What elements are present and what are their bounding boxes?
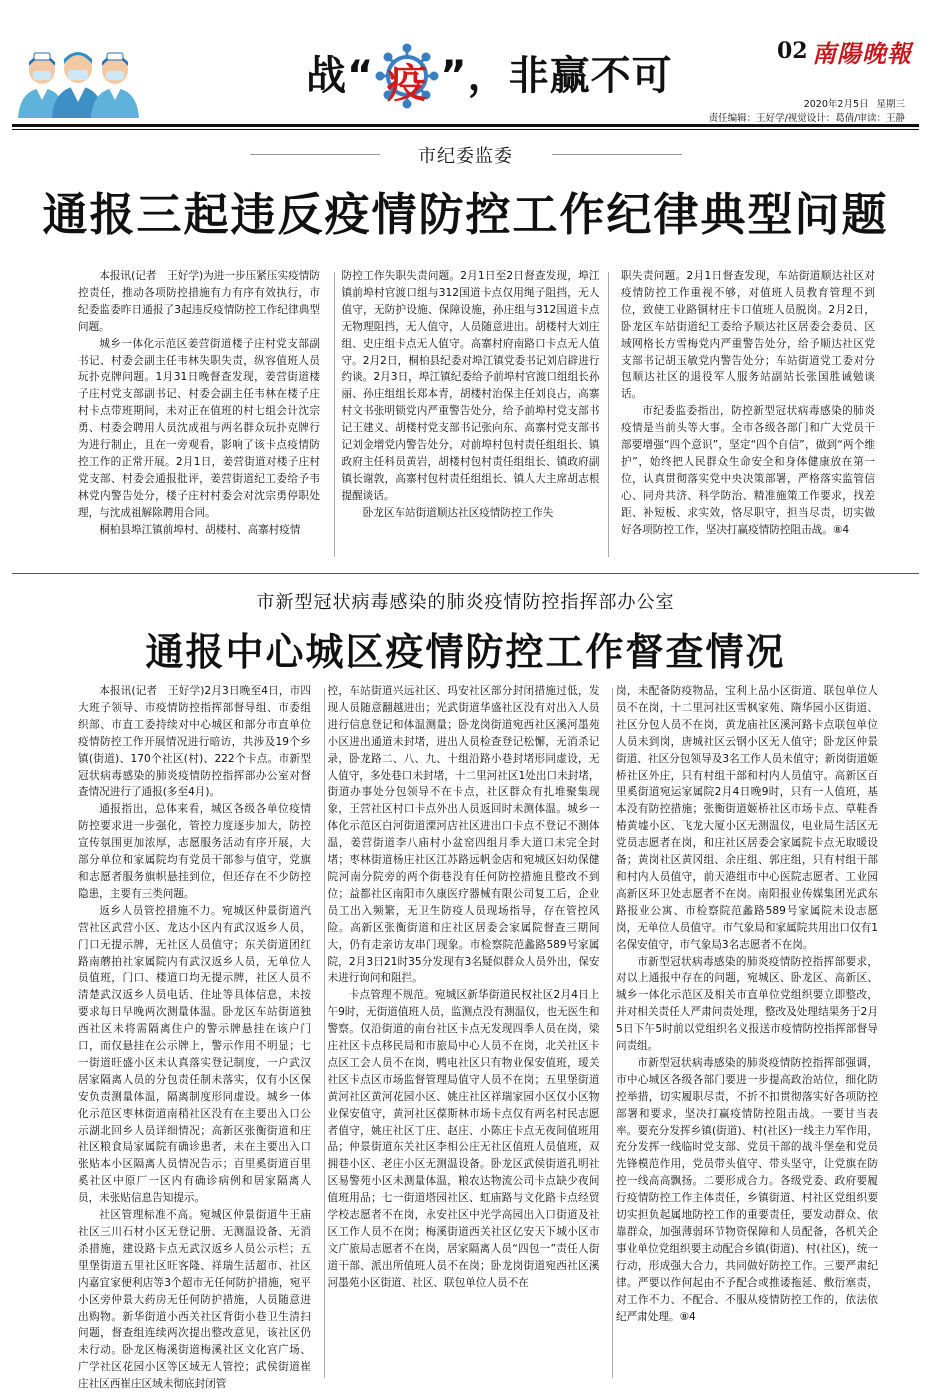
article-discipline-report [0, 142, 931, 572]
slogan-virus-badge [376, 48, 438, 108]
article1-headline: 通报三起违反疫情防控工作纪律典型问题 [42, 188, 889, 241]
column-divider [608, 272, 609, 557]
kicker-rule-right [552, 154, 682, 155]
article1-col3-para: 职失责问题。2月1日督查发现，车站街道顺达社区对疫情防控工作重视不够，对值班人员教育管理不到位，致使工业路铜材庄卡口值班人员脱岗。2月2日，卧龙区车站街道纪工委给予顺达社区居委会委员、区域网格长方雪梅党内严重警告处分，给予顺达社区党支部书记胡玉敏党内警告处分；车站街道党工委对分包顺达社区的退役军人服务站副站长张国胜诫勉谈话。 [621, 270, 875, 401]
issue-date-line [796, 96, 905, 110]
article2-headline: 通报中心城区疫情防控工作督查情况 [145, 630, 786, 674]
article2-kicker: 市新型冠状病毒感染的肺炎疫情防控指挥部办公室 [256, 592, 675, 613]
issue-date: 2020年2月5日 [803, 99, 869, 110]
medical-staff-illustration-icon [14, 46, 142, 118]
masthead-divider-thin [12, 129, 919, 130]
newspaper-logo: 南陽晚報 [812, 39, 912, 68]
slogan-quote-open: “ [347, 53, 375, 99]
page-number: 02 [777, 38, 808, 64]
section-slogan [306, 44, 673, 108]
article2-col1-para: 社区管理标准不高。宛城区仲景街道牛王庙社区三川石材小区无登记册、无测温设备、无消杀措施，建设路卡点无武汉返乡人员公示栏；五里堡街道五里社区旺客隆、祥瑞生活超市、社区内嘉宜家便利店等3个超市无任何防护措施，宛平小区旁仲景大药房无任何防护措施，人员随意进出购物。新华街道小西关社区背街小巷卫生清扫问题，督查组连续两次提出整改意见，该社区仍未行动。卧龙区梅溪街道梅溪社区文化宫广场、广学社区花园小区等区域无人管控；武侯街道崔庄社区西崔庄区域未彻底封闭管 [78, 1209, 311, 1391]
article1-kicker: 市纪委监委 [418, 146, 513, 167]
article1-col3-para: 市纪委监委指出，防控新型冠状病毒感染的肺炎疫情是当前头等大事。全市各级各部门和广大党员干部要增强“四个意识”，坚定“四个自信”，做到“两个维护”，始终把人民群众生命安全和身体健康放在第一位，认真贯彻落实党中央决策部署，严格落实监管信心、同舟共济、科学防治、精准施策工作要求，找差距、补短板、求实效，恪尽职守，担当尽责，切实做好各项防控工作，坚决打赢疫情防控阻击战。⑧4 [621, 405, 875, 536]
masthead [0, 0, 931, 126]
article1-body [78, 268, 875, 558]
slogan-yi-char: 疫 [386, 61, 428, 107]
article1-column-3 [621, 268, 875, 558]
article2-column-1 [78, 683, 311, 1391]
column-divider [324, 688, 325, 1378]
article1-col2-para: 卧龙区车站街道顺达社区疫情防控工作失 [362, 506, 554, 519]
article2-col1-para: 返乡人员管控措施不力。宛城区仲景街道汽营社区武营小区、龙达小区内有武汉返乡人员，门口无提示牌，无社区人员值守；东关街道团红路南蘑拍社家属院内有武汉返乡人员，无单位人员值班，门口、楼道口均无提示牌，社区人员不清楚武汉返乡人员电话、住址等具体信息，未按要求每日早晚两次测量体温。卧龙区车站街道独西社区未将需隔离住户的警示牌悬挂在该户门口，而仅悬挂在公示牌上，警示作用不明显；七一街道旺盛小区未认真落实登记制度，一户武汉居家隔离人员的分包责任制未落实，仅有小区保安负责测量体温，隔离制度形同虚设。城乡一体化示范区枣林街道南稍社区没有在主要出入口公示湖北回乡人员详细情况；高新区张衡街道和庄社区粮食局家属院有确诊患者，未在主要出入口张贴本小区隔离人员情况告示；百里奚街道百里奚社区中原厂一区内有确诊病例和居家隔离人员，未张贴信息告知提示。 [78, 904, 311, 1205]
article2-col3-para: 市新型冠状病毒感染的肺炎疫情防控指挥部要求，对以上通报中存在的问题，宛城区、卧龙区、高新区、城乡一体化示范区及相关市直单位党组织要立即整改，并对相关责任人严肃问责处理，整改及处理结果务于2月5日下午5时前以党组织名义报送市疫情防控指挥部督导问责组。 [616, 955, 878, 1053]
article2-col2-para: 控，车站街道兴远社区、玛安社区部分封闭措施过低，发现人员随意翻越进出；光武街道华盛社区没有对出入人员进行信息登记和体温测量；卧龙岗街道宛西社区溪河墨苑小区进出通道未封堵，进出人员检查登记松懈，无消杀记录，卧龙路二、八、九、十组沿路小巷封堵形同虚设，无人值守，多处巷口未封堵，十二里河社区1处出口未封堵，街道办事处分包领导不在卡点，社区群众有扎堆聚集现象，王营社区村口卡点外出人员返回时未测体温。城乡一体化示范区白河街道溧河店社区进出口卡点不登记不测体温，姜营街道李八庙村小盆窑四组月季大道口未完全封堵；枣林街道杨庄社区江苏路远帆金店和宛城区妇幼保健院河南分院旁的两个街巷没有任何防控措施且整改不到位；益都社区南阳市久康医疗器械有限公司复工后，企业员工出入频繁，无卫生防疫人员现场指导，存在管控风险。高新区张衡街道和庄社区居委会家属院督查三期间大，仍有走亲访友串门现象。市检察院范蠡路589号家属院，2月3日21时35分发现有3名疑似群众人员外出，保安未进行询问和阻拦。 [327, 685, 600, 985]
article2-col2-para: 卡点管理不规范。宛城区新华街道民权社区2月4日上午9时，无街道值班人员，监测点没有测温仪，也无医生和警察。仅沿街道的南台社区卡点无发现四季人员在岗，梁庄社区卡点移民局和市旅局中心人员不在岗，北关社区卡点区工会人员不在岗，鸭电社区只有物业保安值班，瑷关社区卡点区市场监督管理局值守人员不在岗；五里堡街道黄河社区黄河花园小区、姚庄社区祥瑞家园小区仅小区物业保安值守，黄河社区葆斯林市场卡点仅有两名村民志愿者值守，姚庄社区丁庄、赵庄、小陈庄卡点无夜间值班用品；仲景街道东关社区李相公庄无社区值班人员值班，双拥巷小区、老庄小区无测温设备。卧龙区武侯街道孔明社区易警苑小区未测量体温，粮农达物流公司卡点缺少夜间值班用品；七一街道塔园社区、虹庙路与文化路卡点经贸学校志愿者不在岗，永安社区中光学高园出入口街道及社区工作人员不在岗；梅溪街道西关社区亿安天下城小区市文广旅局志愿者不在岗，居家隔离人员“四包一”责任人街道干部、派出所值班人员不在岗；卧龙岗街道宛西社区溪河墨苑小区街道、社区、联包单位人员不在 [327, 989, 600, 1289]
column-divider [612, 688, 613, 1378]
article2-col1-para: 本报讯(记者 王好学)2月3日晚至4日，市四大班子领导、市疫情防控指挥部督导组、市委组织部、市直工委持续对中心城区和部分市直单位疫情防控工作开展情况进行暗访，共涉及19个乡镇(街道)、170个社区(村)、222个卡点。市新型冠状病毒感染的肺炎疫情防控指挥部办公室对督查情况进行了通报(多至4月)。 [78, 685, 311, 799]
article1-column-2 [342, 268, 600, 558]
editor-credits [706, 110, 905, 124]
column-divider [334, 272, 335, 557]
article2-col1-para: 通报指出，总体来看，城区各级各单位疫情防控要求进一步强化，管控力度逐步加大，防控宣传氛围更加浓厚，志愿服务活动有序开展，大部分单位和家属院均有党员干部参与值守，党旗和志愿者服务旗帜悬挂到位，但还存在不少防控隐患，主要有三类问题。 [78, 803, 311, 900]
article2-body [78, 683, 878, 1391]
article1-col1-para: 本报讯(记者 王好学)为进一步压紧压实疫情防控责任，推动各项防控措施有力有序有效执行，市纪委监委昨日通报了3起违反疫情防控工作纪律典型问题。 [78, 270, 320, 333]
slogan-quote-close: ” [440, 53, 468, 99]
article1-col2-para: 防控工作失职失责问题。2月1日至2日督查发现，埠江镇前埠村官渡口组与312国道卡点仅用绳子阻挡，无人值守，无防护设施、保障设施，孙庄组与312国道卡点无物理阻挡，无人值守，人员随意进出。胡楼村大刘庄组、史庄组卡点无人值守。高寨村府南路口卡点无人值守。2月2日，桐柏县纪委对埠江镇党委书记刘启辟进行约谈。2月3日，埠江镇纪委给予前埠村官渡口组组长孙丽、孙庄组组长郑本青，胡楼村治保主任刘良占，高寨村文书张明锁党内严重警告处分，给予前埠村党支部书记王建义、胡楼村党支部书记张向东、高寨村党支部书记刘金增党内警告处分，对前埠村包村责任组组长、镇政府主任科员黄岩，胡楼村包村责任组组长、镇政府副镇长谢敦，高寨村包村责任组组长、镇人大主席胡志根提醒谈话。 [341, 270, 600, 502]
article1-col1-para: 桐柏县埠江镇前埠村、胡楼村、高寨村疫情 [99, 523, 301, 536]
slogan-part-b: ，非赢不可 [467, 53, 673, 99]
article2-col3-para: 市新型冠状病毒感染的肺炎疫情防控指挥部强调，市中心城区各级各部门要进一步提高政治站位，细化防控举措，切实履职尽责，不折不扣贯彻落实好各项防控部署和要求，坚决打赢疫情防控阻击战。一要甘当表率。要充分发挥乡镇(街道)、村(社区)一线主力军作用，充分发挥一线临时党支部、党员干部的战斗堡垒和党员先锋模范作用，党员带头值守、带头坚守，让党旗在防控一线高高飘扬。二要形成合力。各级党委、政府要履行疫情防控工作主体责任，乡镇街道、村社区党组织要切实担负起属地防控工作的重要责任，要发动群众、依靠群众，加强薄弱环节物资保障和人员配备，各机关企事业单位党组织要主动配合乡镇(街道)、村(社区)，统一行动，形成强大合力，共同做好防控工作。三要严肃纪律。严要以作何起由不予配合或推诿拖延、敷衍塞责，对工作不力、不配合、不服从疫情防控工作的，依法依纪严肃处理。⑧4 [616, 1056, 878, 1323]
slogan-part-a: 战 [306, 53, 347, 99]
article2-column-2 [328, 683, 600, 1378]
article1-col1-para: 城乡一体化示范区姜营街道楼子庄村党支部副书记、村委会副主任韦林失职失责，纵容值班人员玩扑克牌问题。1月31日晚督查发现，姜营街道楼子庄村党支部副书记、村委会副主任韦林在楼子庄村卡点带班期间，未对正在值班的村七组会计沈宗勇、村委会聘用人员沈成祖与两名群众玩扑克牌行为进行制止，且在一旁观看，影响了该卡点疫情防控工作的正常开展。2月1日，姜营街道对楼子庄村党支部、村委会通报批评，姜营街道纪工委给予韦林党内警告处分，楼子庄村村委会对沈宗勇停职处理，与沈成祖解除聘用合同。 [78, 337, 320, 519]
kicker-rule-left [250, 154, 380, 155]
article-separator [12, 573, 919, 574]
issue-weekday: 星期三 [876, 99, 905, 110]
article2-column-3 [616, 683, 878, 1378]
masthead-divider [12, 124, 919, 127]
article1-column-1 [78, 268, 320, 558]
editor-credits-text: 责任编辑：王好学/视觉设计：葛倩/审读：王静 [708, 113, 905, 124]
article-inspection-report [0, 588, 931, 1391]
article2-col3-para: 岗，未配备防疫物品，宝利上品小区街道、联包单位人员不在岗，十二里河社区雪枫家苑、隋华园小区街道、社区分包人员不在岗，黄龙庙社区溪河路卡点联包单位人员未到岗，唐城社区云钢小区无人值守；卧龙区仲景街道、社区分包领导及3名工作人员未值守；新岗街道姬桥社区外庄，只有村组干部和村内人员值守。高新区百里奚街道宛运家属院2月4日晚9时，只有一人值班，基本没有防控措施；张衡街道姬桥社区市场卡点、草鞋香椿黄墟小区、飞龙大厦小区无测温仪，电业局生活区无党员志愿者在岗，和庄社区居委会家属院卡点无取暖设备；黄岗社区黄冈组、余庄组、郭庄组，只有村组干部和村内人员值守，前天港组市中心医院志愿者、工业园高新区环卫处志愿者不在岗。南阳报业传媒集团光武东路报业公寓、市检察院范蠡路589号家属院未设志愿岗，无单位人员值守。市气象局和家属院共用出口仅有1名保安值守，市气象局3名志愿者不在岗。 [616, 685, 878, 951]
